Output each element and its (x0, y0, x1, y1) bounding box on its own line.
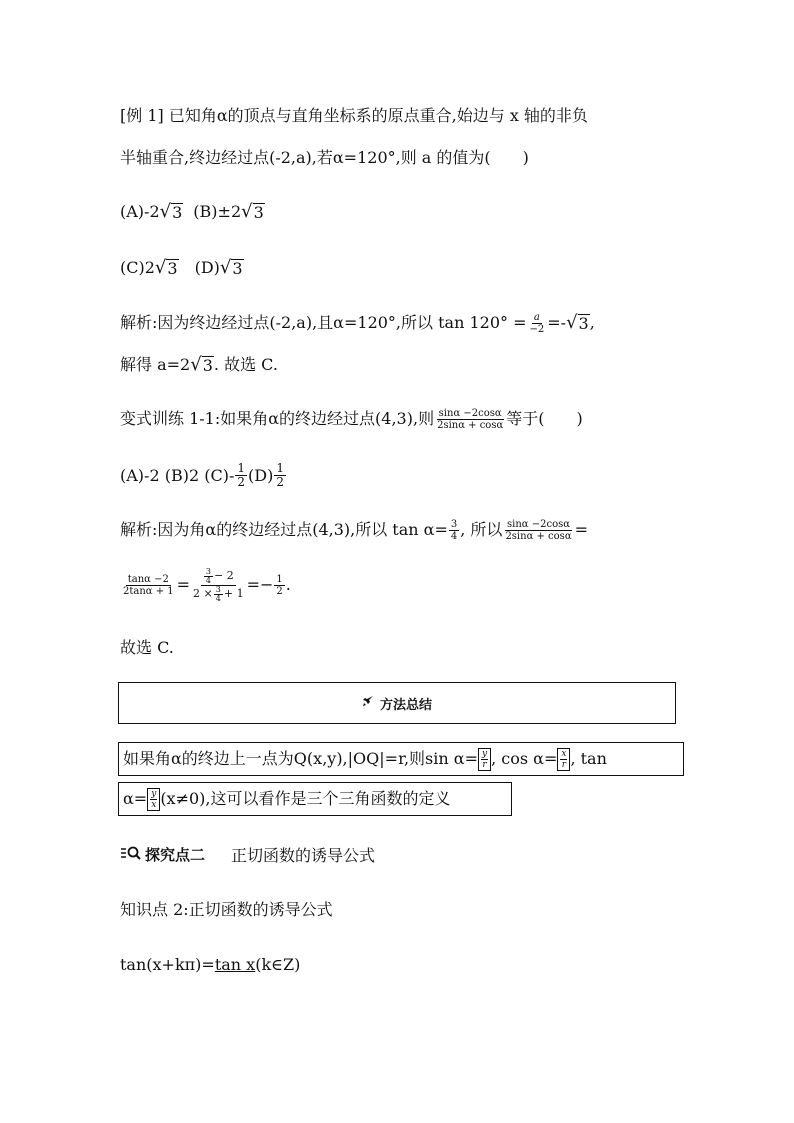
sqrt-symbol: √ 3 (190, 354, 213, 375)
sqrt-symbol: √ 3 (241, 201, 264, 222)
fraction: $\frac{\tan\alpha -2}{2\tan\alpha + 1}$ (123, 573, 174, 597)
definition-box-line2: α= $\frac{y}{x}$ (x≠0),这可以看作是三个三角函数的定义 (118, 782, 512, 816)
method-summary-box (118, 682, 676, 724)
sqrt-symbol: √ 3 (154, 257, 178, 278)
definition-box-line1: 如果角α的终边上一点为Q(x,y),|OQ|=r,则sin α= $\frac{y}{r}$ , cos α= $\frac{x}{r}$ , tan (118, 742, 684, 776)
variant-solution-line1: 解析:因为角α的终边经过点(4,3),所以 tan α= $\frac{3}{4}$ , 所以 $\frac{\sin\alpha -2\cos\alpha}{2\sin\alpha + \cos\alpha}$ = (120, 518, 588, 542)
answer-box: $\frac{y}{x}$ (147, 788, 160, 811)
example-solution-line2: 解得 a=2 √ 3 . 故选 C. (120, 354, 278, 375)
fraction: $\frac{1}{2}$ (276, 461, 284, 489)
fraction: $\frac{\sin\alpha -2\cos\alpha}{2\sin\alpha + \cos\alpha}$ (505, 518, 572, 542)
answer-box: $\frac{y}{r}$ (478, 748, 491, 771)
example-options-cd: (C)2 √ 3 (D) √ 3 (120, 257, 243, 278)
fraction: $\frac{1}{2}$ (276, 573, 283, 597)
example-question-line2: 半轴重合,终边经过点(-2,a),若α=120°,则 a 的值为( ) (120, 148, 529, 167)
knowledge-point: 知识点 2:正切函数的诱导公式 (120, 900, 333, 919)
example-options-ab: (A)-2 √ 3 (B)±2 √ 3 (120, 201, 264, 222)
variant-options: (A)-2 (B)2 (C)- $\frac{1}{2}$ (D) $\frac{1}{2}$ (120, 461, 284, 489)
fraction: $\frac{a}{-2}$ (529, 311, 545, 335)
fraction: $\frac{3}{4}$ (450, 518, 458, 542)
example-question-line1: [例 1] 已知角α的顶点与直角坐标系的原点重合,始边与 x 轴的非负 (120, 106, 588, 125)
sqrt-symbol: √ 3 (219, 257, 243, 278)
sqrt-symbol: √ 3 (566, 312, 589, 333)
variant-solution-line2: $\frac{\tan\alpha -2}{2\tan\alpha + 1}$ = $\frac{3}{4}$ − 2 2 × $\frac{3}{4}$ + 1 =− $\frac{1}{2}$ . (123, 566, 291, 603)
magnifier-icon (120, 846, 142, 864)
answer-box: $\frac{x}{r}$ (557, 748, 570, 771)
fraction: $\frac{\sin\alpha -2\cos\alpha}{2\sin\alpha + \cos\alpha}$ (437, 407, 504, 431)
variant-conclusion: 故选 C. (120, 638, 174, 657)
variant-question: 变式训练 1-1:如果角α的终边经过点(4,3),则 $\frac{\sin\alpha -2\cos\alpha}{2\sin\alpha + \cos\alpha}$ 等于( ) (120, 407, 583, 431)
compound-fraction: $\frac{3}{4}$ − 2 2 × $\frac{3}{4}$ + 1 (193, 566, 244, 603)
example-solution-line1: 解析:因为终边经过点(-2,a),且α=120°,所以 tan 120° = $\frac{a}{-2}$ =- √ 3 , (120, 311, 595, 335)
method-summary-title: 方法总结 (379, 697, 432, 713)
rocket-icon (362, 695, 374, 711)
fraction: $\frac{1}{2}$ (237, 461, 245, 489)
section-heading: 探究点二 正切函数的诱导公式 (120, 843, 375, 866)
sqrt-symbol: √ 3 (159, 201, 183, 222)
tan-formula: tan(x+kπ)= tan x (k∈Z) (120, 955, 301, 974)
